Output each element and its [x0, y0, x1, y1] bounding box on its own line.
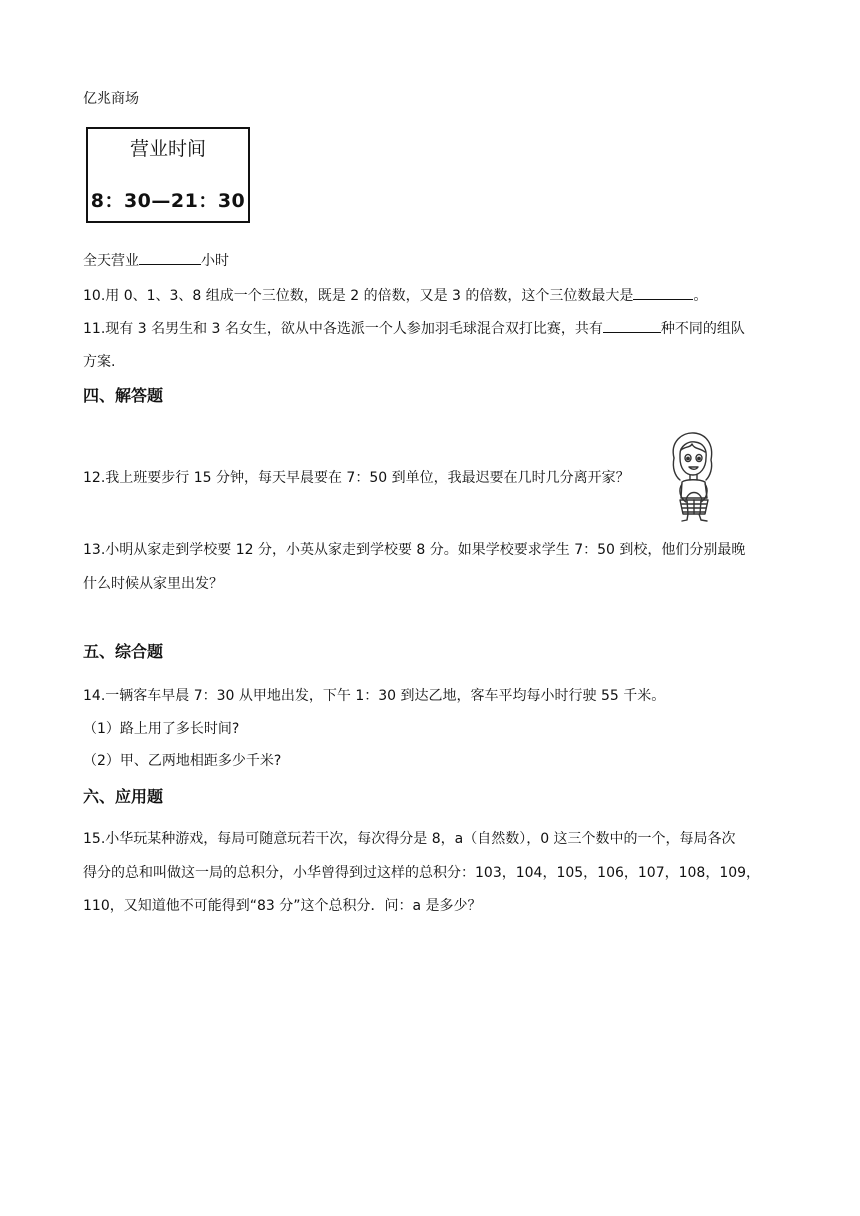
question-11-text: 11.现有 3 名男生和 3 名女生，欲从中各选派一个人参加羽毛球混合双打比赛，共有 — [83, 321, 603, 337]
answer-blank — [603, 318, 661, 333]
girl-with-basket-illustration — [660, 428, 724, 524]
answer-blank — [633, 285, 693, 300]
question-12: 12.我上班要步行 15 分钟，每天早晨要在 7：50 到单位，我最迟要在几时几分离开家？ — [83, 470, 630, 486]
question-10 — [83, 285, 707, 306]
question-13-line-2: 什么时候从家里出发？ — [83, 576, 223, 592]
question-9-prompt — [83, 250, 229, 271]
question-9-prompt-before: 全天营业 — [83, 253, 139, 269]
question-9-prompt-after: 小时 — [201, 253, 229, 269]
mall-name: 亿兆商场 — [83, 91, 139, 107]
sign-hours: 8：30—21：30 — [90, 190, 246, 212]
sign-title: 营业时间 — [129, 138, 206, 160]
question-11-text-after: 种不同的组队 — [660, 321, 745, 337]
question-11-line-1 — [83, 318, 745, 339]
question-10-text: 10.用 0、1、3、8 组成一个三位数，既是 2 的倍数，又是 3 的倍数，这个三位数最大是 — [83, 288, 634, 304]
section-5-title: 五、综合题 — [83, 642, 164, 661]
question-15-line-1: 15.小华玩某种游戏，每局可随意玩若干次，每次得分是 8，a（自然数），0 这三个数中的一个，每局各次 — [83, 831, 736, 847]
business-hours-sign — [86, 127, 250, 223]
question-11-line-2: 方案. — [83, 354, 116, 370]
question-15-line-2: 得分的总和叫做这一局的总积分，小华曾得到过这样的总积分：103，104，105，106，107，108，109， — [83, 865, 761, 881]
section-6-title: 六、应用题 — [83, 787, 164, 806]
question-14-sub-2: （2）甲、乙两地相距多少千米? — [83, 753, 282, 769]
question-10-end: 。 — [693, 288, 708, 304]
question-13-line-1: 13.小明从家走到学校要 12 分，小英从家走到学校要 8 分。如果学校要求学生 7：50 到校，他们分别最晚 — [83, 542, 746, 558]
section-4-title: 四、解答题 — [83, 386, 164, 405]
question-15-line-3: 110，又知道他不可能得到“83 分”这个总积分．问：a 是多少？ — [83, 898, 482, 914]
answer-blank — [139, 250, 201, 265]
question-14-stem: 14.一辆客车早晨 7：30 从甲地出发，下午 1：30 到达乙地，客车平均每小时行驶 55 千米。 — [83, 688, 666, 704]
question-14-sub-1: （1）路上用了多长时间? — [83, 721, 240, 737]
